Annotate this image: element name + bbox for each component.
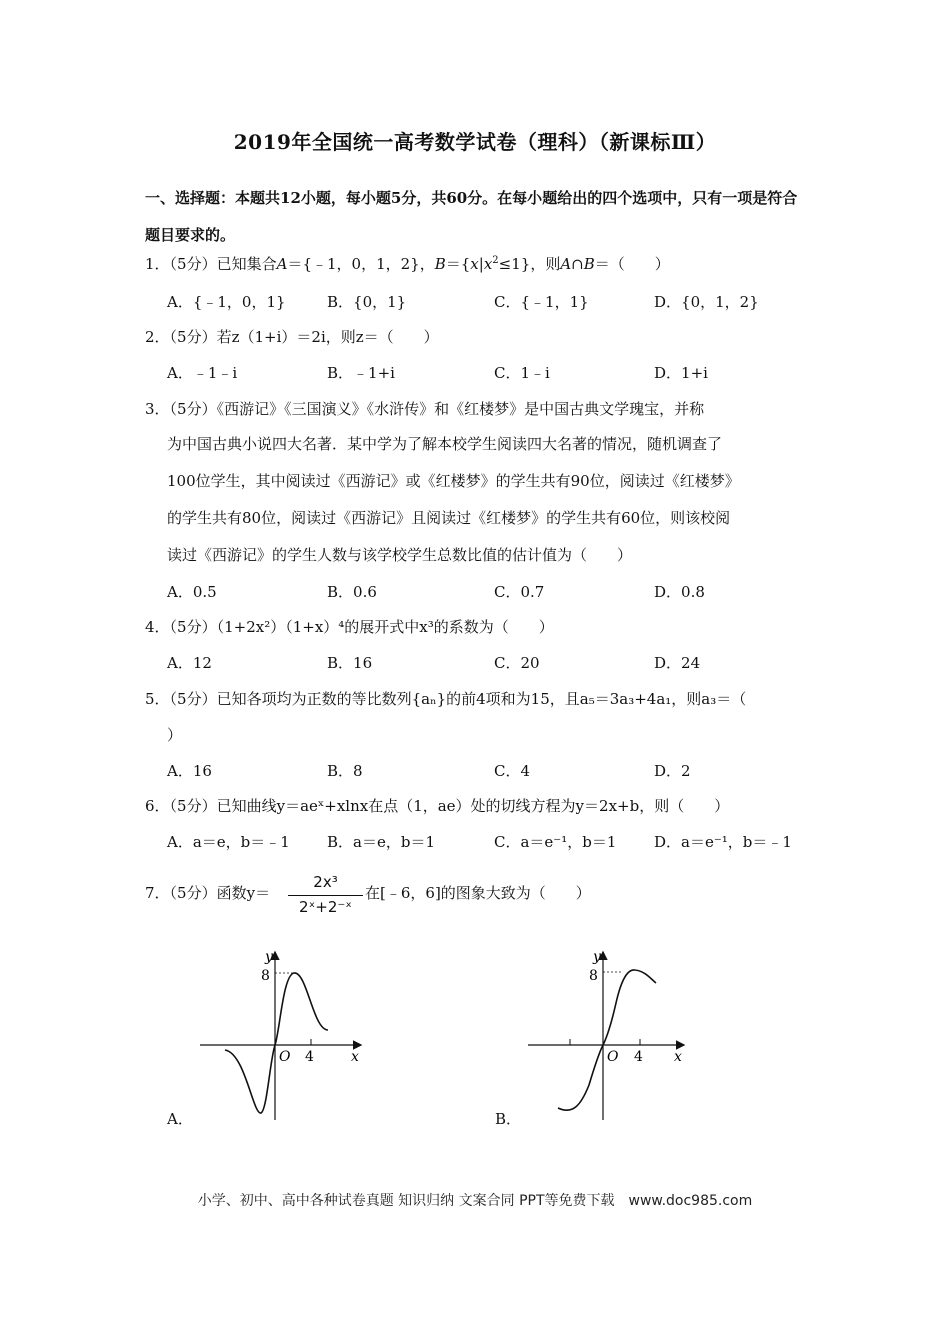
option-d: D．24 [654,654,701,672]
option-b: B．0.6 [327,583,377,601]
option-d: D．a＝e⁻¹，b＝﹣1 [654,833,792,851]
y-axis-label: y [265,949,273,965]
question-2: 2．（5分）若z（1+i）＝2i，则z＝（ ） [145,328,439,346]
y-tick-label: 8 [261,968,270,984]
question-2-options [167,362,817,384]
graph-a-label: A． [167,1110,193,1128]
question-3: 3．（5分）《西游记》《三国演义》《水浒传》和《红楼梦》是中国古典文学瑰宝，并称 [145,400,705,418]
x-axis-label: x [674,1049,682,1065]
fraction-denominator: 2ˣ+2⁻ˣ [299,898,352,916]
option-d: D．{0，1，2} [654,293,759,311]
question-5-options [167,760,817,782]
option-a: A．a＝e，b＝﹣1 [167,833,290,851]
question-1-options [167,291,817,313]
option-a: A．12 [167,654,212,672]
option-a: A．﹣1﹣i [167,364,238,382]
question-4: 4．（5分）（1+2x²）（1+x）⁴的展开式中x³的系数为（ ） [145,618,554,636]
graph-b-label: B． [495,1110,522,1128]
origin-label: O [279,1049,291,1065]
question-6-options [167,831,817,853]
footer-text: 小学、初中、高中各种试卷真题 知识归纳 文案合同 PPT等免费下载 www.doc985.com [197,1193,753,1209]
x-axis-label: x [351,1049,359,1065]
fraction-numerator: 2x³ [313,873,338,891]
y-axis-label: y [593,949,601,965]
page-title: 2019年全国统一高考数学试卷（理科）（新课标Ⅲ） [233,130,717,154]
function-fraction [288,873,363,918]
option-b: B．a＝e，b＝1 [327,833,435,851]
y-tick-label: 8 [589,968,598,984]
question-7-suffix: 在[﹣6，6]的图象大致为（ ） [365,884,591,902]
origin-label: O [607,1049,619,1065]
option-d: D．2 [654,762,691,780]
option-b: B．8 [327,762,363,780]
graph-option-b [523,945,698,1125]
question-5: 5．（5分）已知各项均为正数的等比数列{aₙ}的前4项和为15，且a₅＝3a₃+4a₁，则a₃＝（ [145,690,747,708]
option-c: C．{﹣1，1} [494,293,589,311]
option-a: A．0.5 [167,583,217,601]
question-3-body: 为中国古典小说四大名著．某中学为了解本校学生阅读四大名著的情况，随机调查了 100位学生，其中阅读过《西游记》或《红楼梦》的学生共有90位，阅读过《红楼梦》 的学生共有80位，阅读过《西游记》且阅读过《红楼梦》的学生共有60位，则该校阅 读过《西游记》的学生人数与该学校学生总数比值的估计值为（ ） [167,435,740,564]
option-a: A．{﹣1，0，1} [167,293,286,311]
graph-option-a [195,945,370,1125]
option-b: B．﹣1+i [327,364,395,382]
option-b: B．16 [327,654,373,672]
option-c: C．20 [494,654,540,672]
question-1: 1．（5分）已知集合A＝{﹣1，0，1，2}，$B=\{x|x^2\le 1\}$，则A∩B＝（ ） [145,255,670,273]
x-tick-label: 4 [634,1049,643,1065]
question-5-continued: ） [167,726,183,744]
question-7: 7．（5分）函数y＝ [145,884,271,902]
option-a: A．16 [167,762,212,780]
option-d: D．1+i [654,364,708,382]
question-4-options [167,652,817,674]
option-c: C．4 [494,762,531,780]
section-heading: 一、选择题：本题共12小题，每小题5分，共60分。在每小题给出的四个选项中，只有一项是符合题目要求的。 [145,189,798,244]
fraction-bar [288,895,363,896]
option-b: B．{0，1} [327,293,407,311]
curve-a [225,973,328,1113]
option-c: C．1﹣i [494,364,550,382]
curve-b [558,970,656,1110]
question-6: 6．（5分）已知曲线y＝aeˣ+xlnx在点（1，ae）处的切线方程为y＝2x+b，则（ ） [145,797,730,815]
x-tick-label: 4 [305,1049,314,1065]
option-c: C．0.7 [494,583,545,601]
option-c: C．a＝e⁻¹，b＝1 [494,833,617,851]
option-d: D．0.8 [654,583,705,601]
question-3-options [167,581,817,603]
